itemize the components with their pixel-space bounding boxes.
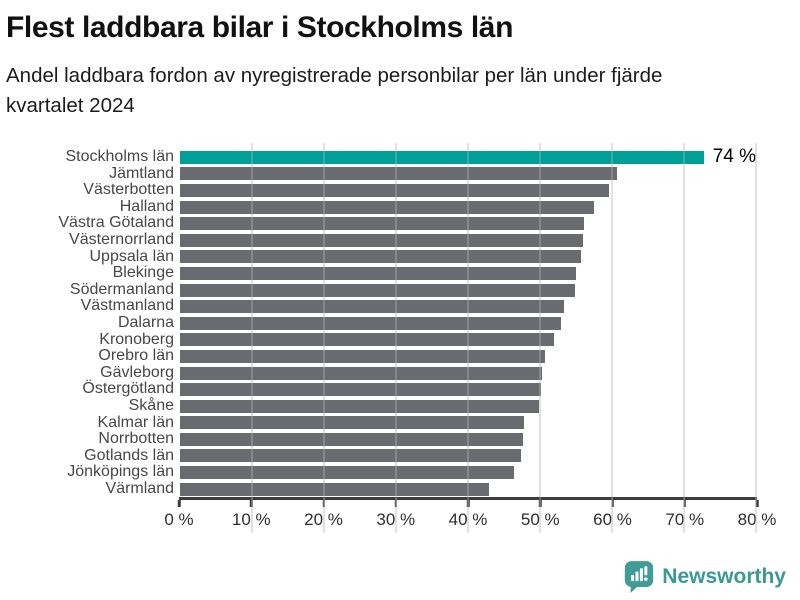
bar-rows (0, 146, 800, 497)
bar (180, 284, 575, 297)
axis-tick (178, 500, 181, 507)
page-title: Flest laddbara bilar i Stockholms län (6, 11, 514, 44)
chart-row (0, 166, 800, 183)
chart-row (0, 348, 800, 365)
bar (180, 300, 564, 313)
footer-brand-link[interactable] (624, 560, 786, 594)
category-label: Jämtland (109, 164, 174, 182)
category-label: Västra Götaland (58, 214, 174, 232)
chart-row (0, 199, 800, 216)
chart-row (0, 381, 800, 398)
chart-row (0, 182, 800, 199)
chart-row (0, 415, 800, 432)
axis-tick-label: 80 % (737, 510, 777, 530)
subtitle-line-2: kvartalet 2024 (6, 94, 135, 117)
chart-row (0, 215, 800, 232)
axis-tick (250, 500, 253, 507)
axis-tick (467, 500, 470, 507)
bar (180, 217, 584, 230)
category-label: Skåne (128, 396, 174, 414)
bar-chart (0, 146, 800, 533)
newsworthy-logo-icon (624, 560, 654, 594)
chart-row (0, 249, 800, 266)
chart-row (0, 481, 800, 498)
bar (180, 400, 539, 413)
chart-row (0, 332, 800, 349)
category-label: Kalmar län (97, 413, 174, 431)
category-label: Södermanland (69, 280, 174, 298)
chart-row (0, 232, 800, 249)
axis-tick (684, 500, 687, 507)
value-label: 74 % (712, 146, 756, 168)
category-label: Halland (119, 197, 174, 215)
bar (180, 151, 704, 164)
bar (180, 167, 617, 180)
chart-row (0, 464, 800, 481)
chart-row (0, 398, 800, 415)
category-label: Västernorrland (69, 230, 174, 248)
axis-tick (395, 500, 398, 507)
chart-row (0, 146, 800, 168)
bar (180, 367, 542, 380)
axis-tick-label: 10 % (231, 510, 271, 530)
bar (180, 184, 609, 197)
category-label: Orebro län (98, 347, 174, 365)
chart-row (0, 448, 800, 465)
axis-tick (611, 500, 614, 507)
bar (180, 416, 524, 429)
category-label: Norrbotten (98, 430, 174, 448)
axis-tick-label: 50 % (520, 510, 560, 530)
x-axis (164, 497, 777, 533)
subtitle-line-1: Andel laddbara fordon av nyregistrerade personbilar per län under fjärde (6, 64, 663, 87)
category-label: Östergötland (82, 380, 174, 398)
category-label: Västmanland (80, 297, 174, 315)
category-label: Dalarna (117, 313, 174, 331)
bar (180, 433, 523, 446)
category-label: Gotlands län (84, 446, 174, 464)
category-label: Blekinge (112, 264, 174, 282)
bar (180, 317, 561, 330)
category-label: Gävleborg (100, 363, 174, 381)
bar (180, 267, 576, 280)
bar (180, 483, 489, 496)
chart-row (0, 315, 800, 332)
axis-tick-label: 0 % (164, 510, 194, 530)
bar (180, 333, 554, 346)
bar (180, 383, 541, 396)
chart-row (0, 282, 800, 299)
axis-tick (539, 500, 542, 507)
axis-tick-label: 30 % (376, 510, 416, 530)
category-label: Västerbotten (83, 181, 174, 199)
chart-row (0, 365, 800, 382)
axis-tick (322, 500, 325, 507)
bar (180, 449, 521, 462)
axis-tick-label: 40 % (448, 510, 488, 530)
bar (180, 250, 581, 263)
category-label: Stockholms län (65, 148, 174, 165)
axis-tick-label: 70 % (665, 510, 705, 530)
chart-row (0, 265, 800, 282)
category-label: Kronoberg (99, 330, 174, 348)
bar (180, 350, 545, 363)
bar (180, 201, 594, 214)
axis-tick-label: 20 % (304, 510, 343, 530)
brand-name: Newsworthy (662, 565, 786, 588)
axis-tick (756, 500, 759, 507)
category-label: Uppsala län (89, 247, 174, 265)
bar (180, 234, 583, 247)
bar (180, 466, 514, 479)
chart-row (0, 431, 800, 448)
chart-subtitle (6, 61, 790, 121)
chart-header (0, 0, 800, 121)
category-label: Jönköpings län (67, 463, 174, 481)
axis-tick-label: 60 % (593, 510, 632, 530)
category-label: Värmland (105, 479, 174, 497)
chart-row (0, 298, 800, 315)
